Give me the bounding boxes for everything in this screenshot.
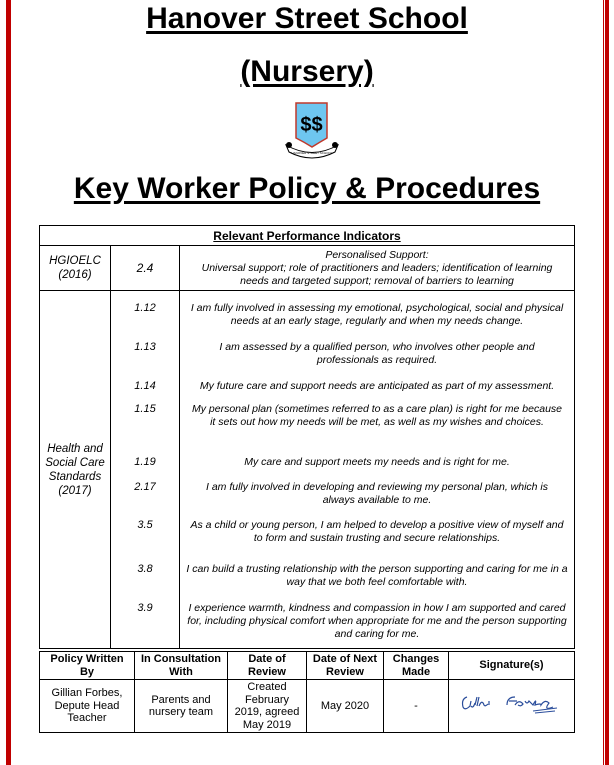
school-crest-icon xyxy=(282,100,342,160)
table-header-row xyxy=(40,652,575,680)
framework-label: HGIOELC (2016) xyxy=(40,246,111,291)
crest-motto: HANOVER STREET SCHOOL xyxy=(291,151,333,155)
page-border-left xyxy=(6,0,11,765)
indicators-header: Relevant Performance Indicators xyxy=(40,226,575,246)
table-row xyxy=(40,680,575,733)
school-name: Hanover Street School xyxy=(146,2,468,35)
table-row xyxy=(40,246,575,291)
svg-text:$$: $$ xyxy=(300,114,323,136)
indicator-description xyxy=(180,246,575,291)
signature-cell xyxy=(449,680,575,733)
indicator-code: 3.5 xyxy=(137,519,153,531)
indicator-text: My personal plan (sometimes referred to as a care plan) is right for me because it sets out how my needs will be met, as well as my wishes and choices. xyxy=(192,403,562,428)
table-row xyxy=(40,291,575,649)
indicator-text: As a child or young person, I am helped to develop a positive view of myself and to form and sustain trusting and secure relationships. xyxy=(190,519,564,544)
indicator-code: 2.4 xyxy=(111,246,180,291)
header-date-of-review: Date of Review xyxy=(228,652,307,680)
header-signatures: Signature(s) xyxy=(449,652,575,680)
indicator-heading: Personalised Support: xyxy=(325,248,429,261)
date-of-review-value: Created February 2019, agreed May 2019 xyxy=(228,680,307,733)
indicator-text: I am assessed by a qualified person, who involves other people and professionals as required. xyxy=(219,341,535,366)
policy-record-table xyxy=(39,651,575,733)
indicator-code: 3.8 xyxy=(137,563,153,575)
indicator-code: 1.15 xyxy=(134,403,156,415)
indicator-text: I am fully involved in developing and reviewing my personal plan, which is always available to me. xyxy=(205,481,548,506)
indicator-text: My future care and support needs are anticipated as part of my assessment. xyxy=(199,380,555,392)
page-border-right-inner xyxy=(603,0,604,765)
indicator-descriptions xyxy=(180,291,575,649)
next-review-value: May 2020 xyxy=(307,680,384,733)
indicator-code: 1.14 xyxy=(134,380,156,392)
indicator-text: My care and support meets my needs and is right for me. xyxy=(244,456,510,468)
indicator-code: 3.9 xyxy=(137,602,153,614)
framework-label: Health and Social Care Standards (2017) xyxy=(40,291,111,649)
indicator-code: 1.13 xyxy=(134,341,156,353)
written-by-value: Gillian Forbes, Depute Head Teacher xyxy=(40,680,135,733)
indicator-text: I can build a trusting relationship with the person supporting and caring for me in a way that we both feel comfortable with. xyxy=(186,563,568,588)
consultation-value: Parents and nursery team xyxy=(135,680,228,733)
indicator-code: 1.12 xyxy=(134,302,156,314)
header-next-review: Date of Next Review xyxy=(307,652,384,680)
school-subtitle: (Nursery) xyxy=(240,55,374,88)
indicator-code: 1.19 xyxy=(134,456,156,468)
indicator-code: 2.17 xyxy=(134,481,156,493)
signature-image xyxy=(457,689,567,719)
page-border-right xyxy=(605,0,609,765)
indicator-codes xyxy=(111,291,180,649)
indicator-text: Universal support; role of practitioners and leaders; identification of learning needs and targeted support; removal of barriers to learning xyxy=(201,261,553,287)
header-changes: Changes Made xyxy=(384,652,449,680)
performance-indicators-table xyxy=(39,225,575,649)
changes-value: - xyxy=(384,680,449,733)
indicator-text: I am fully involved in assessing my emotional, psychological, social and physical needs at an early stage, regularly and when my needs change. xyxy=(190,302,564,327)
header-consultation: In Consultation With xyxy=(135,652,228,680)
indicator-text: I experience warmth, kindness and compassion in how I am supported and cared for, including physical comfort when appropriate for me and the person supporting and caring for me. xyxy=(187,602,567,640)
policy-title: Key Worker Policy & Procedures xyxy=(73,172,541,205)
header-written-by: Policy Written By xyxy=(40,652,135,680)
